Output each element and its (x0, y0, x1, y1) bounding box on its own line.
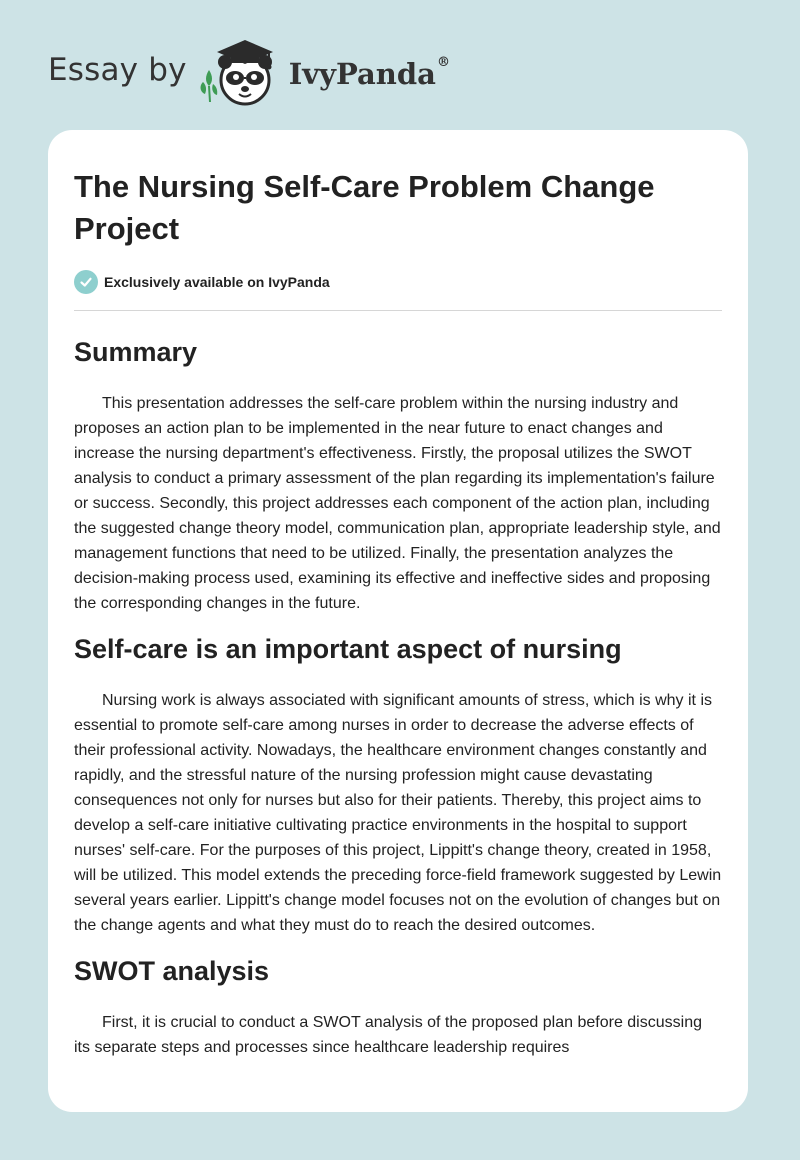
panda-logo-icon[interactable] (195, 36, 287, 108)
section-heading-swot: SWOT analysis (74, 956, 270, 986)
section-paragraph-swot: First, it is crucial to conduct a SWOT analysis of the proposed plan before discussing its separate steps and processes since healthcare leadership requires (74, 1014, 702, 1056)
section-paragraph-summary: This presentation addresses the self-care problem within the nursing industry and proposes an action plan to be implemented in the near future to enact changes and increase the nursing department's effectiveness. Firstly, the proposal utilizes the SWOT analysis to conduct a primary assessment of the plan regarding its implementation's failure or success. Secondly, this project addresses each component of the action plan, including the suggested change theory model, communication plan, appropriate leadership style, and management functions that need to be utilized. Finally, the presentation analyzes the decision-making process used, examining its effective and ineffective sides and proposing the corresponding changes in the future. (74, 395, 721, 612)
section-heading-summary: Summary (74, 337, 198, 367)
check-circle-icon (74, 270, 98, 294)
registered-mark: ® (436, 55, 450, 70)
brand-name[interactable]: IvyPanda® (288, 55, 450, 91)
article-card (48, 130, 748, 1112)
section-paragraph-self-care: Nursing work is always associated with significant amounts of stress, which is why it is essential to promote self-care among nurses in order to decrease the adverse effects of their professional activity. Nowadays, the healthcare environment changes constantly and rapidly, and the stressful nature of the nursing profession might cause devastating consequences not only for nurses but also for their patients. Thereby, this project aims to develop a self-care initiative cultivating practice environments in the hospital to support nurses' self-care. For the purposes of this project, Lippitt's change theory, created in 1958, will be utilized. This model extends the preceding force-field framework suggested by Lewin several years earlier. Lippitt's change model focuses not on the evolution of changes but on the change agents and what they must do to reach the desired outcomes. (74, 692, 722, 934)
site-header (48, 36, 450, 108)
section-heading-self-care: Self-care is an important aspect of nursing (74, 634, 622, 664)
title-divider (74, 310, 722, 311)
exclusive-badge (74, 268, 722, 296)
exclusive-badge-label: Exclusively available on IvyPanda (104, 274, 330, 290)
article-title: The Nursing Self-Care Problem Change Project (74, 169, 655, 246)
essay-by-label: Essay by (48, 52, 187, 88)
